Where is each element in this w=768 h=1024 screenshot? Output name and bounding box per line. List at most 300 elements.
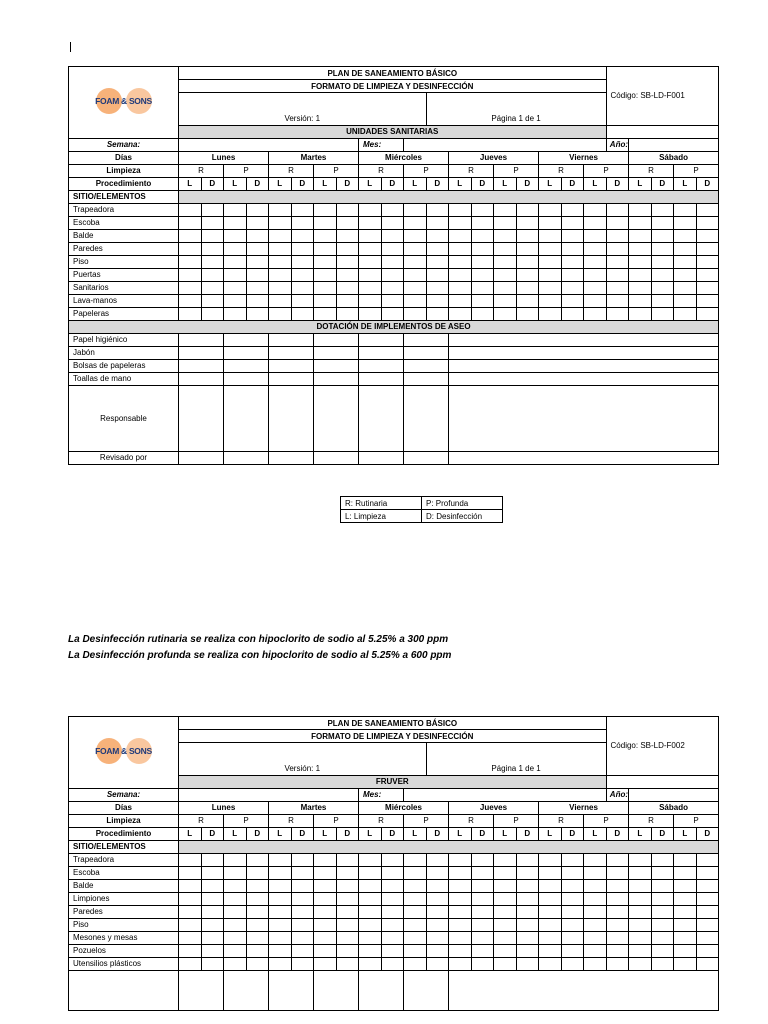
check-cell[interactable]	[449, 255, 472, 268]
check-cell[interactable]	[201, 944, 224, 957]
check-cell[interactable]	[179, 892, 202, 905]
supply-cell[interactable]	[179, 333, 224, 346]
check-cell[interactable]	[561, 307, 584, 320]
check-cell[interactable]	[629, 853, 652, 866]
supply-cell[interactable]	[404, 333, 449, 346]
check-cell[interactable]	[224, 918, 247, 931]
check-cell[interactable]	[696, 931, 719, 944]
check-cell[interactable]	[651, 307, 674, 320]
check-cell[interactable]	[291, 281, 314, 294]
check-cell[interactable]	[269, 203, 292, 216]
check-cell[interactable]	[291, 307, 314, 320]
check-cell[interactable]	[336, 879, 359, 892]
check-cell[interactable]	[651, 905, 674, 918]
check-cell[interactable]	[674, 853, 697, 866]
check-cell[interactable]	[516, 242, 539, 255]
check-cell[interactable]	[471, 957, 494, 970]
check-cell[interactable]	[629, 281, 652, 294]
check-cell[interactable]	[471, 255, 494, 268]
check-cell[interactable]	[291, 255, 314, 268]
check-cell[interactable]	[494, 281, 517, 294]
check-cell[interactable]	[561, 879, 584, 892]
check-cell[interactable]	[606, 281, 629, 294]
check-cell[interactable]	[246, 918, 269, 931]
check-cell[interactable]	[201, 268, 224, 281]
check-cell[interactable]	[224, 853, 247, 866]
check-cell[interactable]	[516, 294, 539, 307]
check-cell[interactable]	[224, 892, 247, 905]
check-cell[interactable]	[561, 242, 584, 255]
supply-cell[interactable]	[359, 333, 404, 346]
check-cell[interactable]	[606, 905, 629, 918]
reviewed-cell[interactable]	[359, 451, 404, 464]
check-cell[interactable]	[584, 931, 607, 944]
check-cell[interactable]	[179, 944, 202, 957]
check-cell[interactable]	[606, 294, 629, 307]
check-cell[interactable]	[336, 307, 359, 320]
check-cell[interactable]	[179, 229, 202, 242]
check-cell[interactable]	[696, 268, 719, 281]
check-cell[interactable]	[606, 892, 629, 905]
check-cell[interactable]	[584, 216, 607, 229]
check-cell[interactable]	[494, 294, 517, 307]
check-cell[interactable]	[494, 216, 517, 229]
check-cell[interactable]	[651, 957, 674, 970]
check-cell[interactable]	[246, 307, 269, 320]
check-cell[interactable]	[269, 281, 292, 294]
reviewed-cell[interactable]	[314, 451, 359, 464]
check-cell[interactable]	[516, 918, 539, 931]
check-cell[interactable]	[224, 242, 247, 255]
check-cell[interactable]	[651, 866, 674, 879]
check-cell[interactable]	[269, 294, 292, 307]
check-cell[interactable]	[449, 879, 472, 892]
check-cell[interactable]	[314, 957, 337, 970]
check-cell[interactable]	[291, 229, 314, 242]
check-cell[interactable]	[674, 892, 697, 905]
check-cell[interactable]	[269, 879, 292, 892]
responsible-cell[interactable]	[224, 385, 269, 451]
check-cell[interactable]	[449, 203, 472, 216]
check-cell[interactable]	[629, 294, 652, 307]
check-cell[interactable]	[179, 853, 202, 866]
check-cell[interactable]	[291, 918, 314, 931]
check-cell[interactable]	[449, 957, 472, 970]
check-cell[interactable]	[494, 307, 517, 320]
check-cell[interactable]	[336, 229, 359, 242]
check-cell[interactable]	[696, 905, 719, 918]
check-cell[interactable]	[179, 281, 202, 294]
check-cell[interactable]	[201, 242, 224, 255]
check-cell[interactable]	[606, 268, 629, 281]
check-cell[interactable]	[336, 866, 359, 879]
check-cell[interactable]	[404, 905, 427, 918]
check-cell[interactable]	[696, 918, 719, 931]
check-cell[interactable]	[224, 905, 247, 918]
check-cell[interactable]	[404, 216, 427, 229]
check-cell[interactable]	[651, 281, 674, 294]
check-cell[interactable]	[314, 866, 337, 879]
check-cell[interactable]	[269, 905, 292, 918]
check-cell[interactable]	[561, 944, 584, 957]
reviewed-cell[interactable]	[404, 451, 449, 464]
supply-cell[interactable]	[404, 359, 449, 372]
check-cell[interactable]	[516, 931, 539, 944]
check-cell[interactable]	[381, 866, 404, 879]
check-cell[interactable]	[539, 281, 562, 294]
check-cell[interactable]	[494, 892, 517, 905]
check-cell[interactable]	[629, 307, 652, 320]
check-cell[interactable]	[314, 203, 337, 216]
check-cell[interactable]	[696, 294, 719, 307]
check-cell[interactable]	[201, 853, 224, 866]
supply-cell[interactable]	[359, 372, 404, 385]
check-cell[interactable]	[336, 216, 359, 229]
check-cell[interactable]	[336, 892, 359, 905]
check-cell[interactable]	[269, 216, 292, 229]
check-cell[interactable]	[269, 229, 292, 242]
check-cell[interactable]	[696, 203, 719, 216]
check-cell[interactable]	[359, 281, 382, 294]
check-cell[interactable]	[201, 216, 224, 229]
supply-cell[interactable]	[359, 346, 404, 359]
check-cell[interactable]	[696, 307, 719, 320]
check-cell[interactable]	[561, 203, 584, 216]
check-cell[interactable]	[336, 918, 359, 931]
check-cell[interactable]	[539, 307, 562, 320]
check-cell[interactable]	[359, 216, 382, 229]
check-cell[interactable]	[539, 853, 562, 866]
check-cell[interactable]	[224, 307, 247, 320]
check-cell[interactable]	[201, 307, 224, 320]
check-cell[interactable]	[404, 242, 427, 255]
check-cell[interactable]	[246, 242, 269, 255]
check-cell[interactable]	[561, 892, 584, 905]
check-cell[interactable]	[629, 918, 652, 931]
reviewed-cell[interactable]	[179, 451, 224, 464]
check-cell[interactable]	[269, 944, 292, 957]
check-cell[interactable]	[224, 268, 247, 281]
check-cell[interactable]	[516, 281, 539, 294]
check-cell[interactable]	[696, 853, 719, 866]
check-cell[interactable]	[629, 944, 652, 957]
check-cell[interactable]	[606, 931, 629, 944]
check-cell[interactable]	[494, 268, 517, 281]
check-cell[interactable]	[224, 294, 247, 307]
check-cell[interactable]	[179, 268, 202, 281]
check-cell[interactable]	[314, 268, 337, 281]
check-cell[interactable]	[606, 255, 629, 268]
check-cell[interactable]	[269, 866, 292, 879]
check-cell[interactable]	[629, 892, 652, 905]
reviewed-cell[interactable]	[269, 451, 314, 464]
check-cell[interactable]	[179, 203, 202, 216]
check-cell[interactable]	[539, 892, 562, 905]
check-cell[interactable]	[651, 879, 674, 892]
check-cell[interactable]	[179, 294, 202, 307]
check-cell[interactable]	[179, 242, 202, 255]
check-cell[interactable]	[224, 957, 247, 970]
check-cell[interactable]	[651, 229, 674, 242]
check-cell[interactable]	[246, 294, 269, 307]
check-cell[interactable]	[471, 307, 494, 320]
check-cell[interactable]	[246, 281, 269, 294]
check-cell[interactable]	[381, 944, 404, 957]
check-cell[interactable]	[291, 242, 314, 255]
check-cell[interactable]	[606, 918, 629, 931]
check-cell[interactable]	[404, 879, 427, 892]
supply-cell[interactable]	[224, 333, 269, 346]
check-cell[interactable]	[179, 866, 202, 879]
check-cell[interactable]	[426, 918, 449, 931]
check-cell[interactable]	[381, 268, 404, 281]
check-cell[interactable]	[314, 905, 337, 918]
week-field[interactable]	[179, 788, 359, 801]
check-cell[interactable]	[404, 866, 427, 879]
check-cell[interactable]	[449, 216, 472, 229]
check-cell[interactable]	[246, 905, 269, 918]
check-cell[interactable]	[359, 242, 382, 255]
check-cell[interactable]	[381, 918, 404, 931]
check-cell[interactable]	[539, 203, 562, 216]
responsible-cell[interactable]	[404, 385, 449, 451]
check-cell[interactable]	[426, 203, 449, 216]
check-cell[interactable]	[674, 879, 697, 892]
check-cell[interactable]	[539, 294, 562, 307]
check-cell[interactable]	[291, 957, 314, 970]
check-cell[interactable]	[494, 918, 517, 931]
check-cell[interactable]	[201, 866, 224, 879]
check-cell[interactable]	[381, 853, 404, 866]
check-cell[interactable]	[629, 905, 652, 918]
check-cell[interactable]	[291, 216, 314, 229]
check-cell[interactable]	[584, 229, 607, 242]
check-cell[interactable]	[381, 307, 404, 320]
check-cell[interactable]	[359, 203, 382, 216]
check-cell[interactable]	[314, 242, 337, 255]
check-cell[interactable]	[449, 229, 472, 242]
check-cell[interactable]	[629, 879, 652, 892]
check-cell[interactable]	[629, 268, 652, 281]
check-cell[interactable]	[426, 892, 449, 905]
check-cell[interactable]	[471, 294, 494, 307]
check-cell[interactable]	[516, 229, 539, 242]
check-cell[interactable]	[449, 866, 472, 879]
check-cell[interactable]	[471, 879, 494, 892]
check-cell[interactable]	[449, 853, 472, 866]
check-cell[interactable]	[516, 905, 539, 918]
check-cell[interactable]	[426, 281, 449, 294]
check-cell[interactable]	[539, 931, 562, 944]
check-cell[interactable]	[561, 216, 584, 229]
check-cell[interactable]	[359, 294, 382, 307]
check-cell[interactable]	[516, 944, 539, 957]
check-cell[interactable]	[516, 957, 539, 970]
check-cell[interactable]	[359, 307, 382, 320]
supply-cell[interactable]	[179, 359, 224, 372]
check-cell[interactable]	[314, 294, 337, 307]
check-cell[interactable]	[449, 905, 472, 918]
check-cell[interactable]	[179, 957, 202, 970]
check-cell[interactable]	[629, 203, 652, 216]
check-cell[interactable]	[381, 931, 404, 944]
check-cell[interactable]	[381, 229, 404, 242]
check-cell[interactable]	[269, 255, 292, 268]
check-cell[interactable]	[404, 281, 427, 294]
check-cell[interactable]	[651, 294, 674, 307]
check-cell[interactable]	[336, 905, 359, 918]
check-cell[interactable]	[471, 242, 494, 255]
check-cell[interactable]	[584, 892, 607, 905]
check-cell[interactable]	[606, 944, 629, 957]
check-cell[interactable]	[404, 892, 427, 905]
check-cell[interactable]	[471, 853, 494, 866]
check-cell[interactable]	[179, 931, 202, 944]
check-cell[interactable]	[336, 853, 359, 866]
check-cell[interactable]	[539, 866, 562, 879]
check-cell[interactable]	[269, 918, 292, 931]
check-cell[interactable]	[674, 866, 697, 879]
check-cell[interactable]	[696, 281, 719, 294]
check-cell[interactable]	[471, 281, 494, 294]
check-cell[interactable]	[404, 853, 427, 866]
check-cell[interactable]	[539, 905, 562, 918]
supply-cell[interactable]	[269, 346, 314, 359]
check-cell[interactable]	[651, 242, 674, 255]
check-cell[interactable]	[539, 879, 562, 892]
supply-cell[interactable]	[179, 346, 224, 359]
check-cell[interactable]	[449, 294, 472, 307]
check-cell[interactable]	[606, 229, 629, 242]
check-cell[interactable]	[201, 892, 224, 905]
check-cell[interactable]	[606, 307, 629, 320]
check-cell[interactable]	[291, 203, 314, 216]
check-cell[interactable]	[201, 905, 224, 918]
check-cell[interactable]	[561, 229, 584, 242]
check-cell[interactable]	[674, 931, 697, 944]
check-cell[interactable]	[246, 268, 269, 281]
check-cell[interactable]	[269, 892, 292, 905]
check-cell[interactable]	[269, 853, 292, 866]
supply-cell[interactable]	[314, 372, 359, 385]
check-cell[interactable]	[179, 918, 202, 931]
check-cell[interactable]	[359, 918, 382, 931]
check-cell[interactable]	[584, 255, 607, 268]
check-cell[interactable]	[696, 944, 719, 957]
supply-cell[interactable]	[359, 359, 404, 372]
check-cell[interactable]	[674, 944, 697, 957]
check-cell[interactable]	[651, 268, 674, 281]
check-cell[interactable]	[516, 216, 539, 229]
check-cell[interactable]	[651, 931, 674, 944]
check-cell[interactable]	[359, 866, 382, 879]
check-cell[interactable]	[494, 203, 517, 216]
check-cell[interactable]	[404, 957, 427, 970]
check-cell[interactable]	[494, 853, 517, 866]
check-cell[interactable]	[561, 931, 584, 944]
supply-cell[interactable]	[179, 372, 224, 385]
check-cell[interactable]	[314, 918, 337, 931]
month-field[interactable]	[404, 788, 607, 801]
check-cell[interactable]	[494, 879, 517, 892]
check-cell[interactable]	[179, 879, 202, 892]
check-cell[interactable]	[471, 892, 494, 905]
check-cell[interactable]	[516, 268, 539, 281]
check-cell[interactable]	[471, 918, 494, 931]
check-cell[interactable]	[269, 242, 292, 255]
check-cell[interactable]	[674, 294, 697, 307]
check-cell[interactable]	[336, 944, 359, 957]
check-cell[interactable]	[224, 216, 247, 229]
check-cell[interactable]	[674, 281, 697, 294]
check-cell[interactable]	[471, 229, 494, 242]
check-cell[interactable]	[224, 229, 247, 242]
check-cell[interactable]	[291, 905, 314, 918]
check-cell[interactable]	[494, 931, 517, 944]
check-cell[interactable]	[336, 268, 359, 281]
check-cell[interactable]	[471, 905, 494, 918]
check-cell[interactable]	[246, 931, 269, 944]
check-cell[interactable]	[269, 931, 292, 944]
check-cell[interactable]	[584, 918, 607, 931]
check-cell[interactable]	[471, 866, 494, 879]
check-cell[interactable]	[246, 892, 269, 905]
check-cell[interactable]	[381, 879, 404, 892]
check-cell[interactable]	[404, 931, 427, 944]
month-field[interactable]	[404, 138, 607, 151]
check-cell[interactable]	[471, 944, 494, 957]
supply-cell[interactable]	[269, 333, 314, 346]
responsible-cell[interactable]	[314, 385, 359, 451]
check-cell[interactable]	[246, 879, 269, 892]
check-cell[interactable]	[291, 866, 314, 879]
check-cell[interactable]	[224, 866, 247, 879]
responsible-cell[interactable]	[359, 385, 404, 451]
check-cell[interactable]	[471, 216, 494, 229]
check-cell[interactable]	[246, 229, 269, 242]
check-cell[interactable]	[336, 242, 359, 255]
check-cell[interactable]	[201, 229, 224, 242]
check-cell[interactable]	[539, 944, 562, 957]
check-cell[interactable]	[291, 944, 314, 957]
check-cell[interactable]	[561, 853, 584, 866]
check-cell[interactable]	[696, 216, 719, 229]
check-cell[interactable]	[336, 294, 359, 307]
check-cell[interactable]	[696, 957, 719, 970]
check-cell[interactable]	[314, 255, 337, 268]
check-cell[interactable]	[674, 229, 697, 242]
check-cell[interactable]	[314, 931, 337, 944]
check-cell[interactable]	[426, 944, 449, 957]
check-cell[interactable]	[561, 905, 584, 918]
check-cell[interactable]	[314, 281, 337, 294]
reviewed-cell[interactable]	[224, 451, 269, 464]
check-cell[interactable]	[426, 242, 449, 255]
check-cell[interactable]	[426, 957, 449, 970]
check-cell[interactable]	[494, 866, 517, 879]
check-cell[interactable]	[224, 203, 247, 216]
check-cell[interactable]	[606, 853, 629, 866]
check-cell[interactable]	[629, 866, 652, 879]
check-cell[interactable]	[359, 957, 382, 970]
check-cell[interactable]	[561, 957, 584, 970]
check-cell[interactable]	[651, 255, 674, 268]
check-cell[interactable]	[449, 931, 472, 944]
check-cell[interactable]	[201, 879, 224, 892]
check-cell[interactable]	[224, 879, 247, 892]
responsible-cell[interactable]	[269, 385, 314, 451]
check-cell[interactable]	[359, 905, 382, 918]
